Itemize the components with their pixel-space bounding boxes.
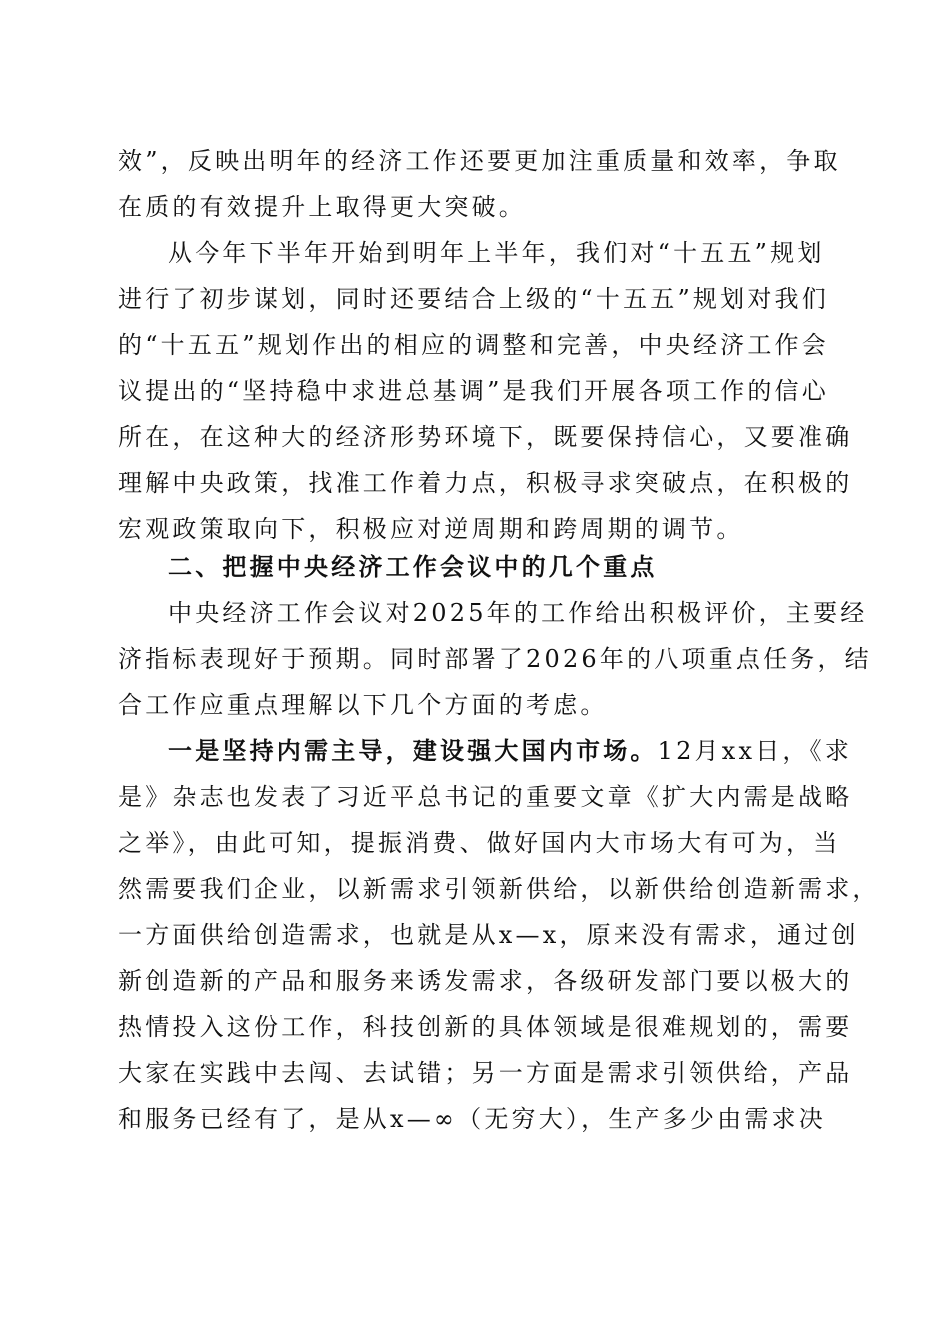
paragraph-line: 在质的有效提升上取得更大突破。	[118, 193, 526, 221]
paragraph-line: 所在，在这种大的经济形势环境下，既要保持信心，又要准确	[118, 423, 853, 451]
paragraph-line: 宏观政策取向下，积极应对逆周期和跨周期的调节。	[118, 515, 744, 543]
paragraph-line: 议提出的“坚持稳中求进总基调”是我们开展各项工作的信心	[118, 377, 829, 405]
lead-continuation: 12月xx日，《求	[657, 737, 853, 765]
lead-phrase: 一是坚持内需主导，建设强大国内市场。	[168, 736, 658, 765]
paragraph-line: 是》杂志也发表了习近平总书记的重要文章《扩大内需是战略	[118, 783, 853, 811]
paragraph-line: 合工作应重点理解以下几个方面的考虑。	[118, 691, 608, 719]
paragraph-line: 之举》，由此可知，提振消费、做好国内大市场大有可为，当	[118, 829, 841, 857]
paragraph-line: 效”，反映出明年的经济工作还要更加注重质量和效率，争取	[118, 147, 841, 175]
paragraph-line	[168, 733, 853, 769]
paragraph-line: 大家在实践中去闯、去试错；另一方面是需求引领供给，产品	[118, 1059, 853, 1087]
section-heading: 二、把握中央经济工作会议中的几个重点	[168, 552, 658, 581]
paragraph-line: 理解中央政策，找准工作着力点，积极寻求突破点，在积极的	[118, 469, 853, 497]
paragraph-line: 新创造新的产品和服务来诱发需求，各级研发部门要以极大的	[118, 967, 853, 995]
paragraph-line: 中央经济工作会议对2025年的工作给出积极评价，主要经	[168, 599, 868, 627]
paragraph-line: 一方面供给创造需求，也就是从x—x，原来没有需求，通过创	[118, 921, 859, 949]
paragraph-line: 济指标表现好于预期。同时部署了2026年的八项重点任务，结	[118, 645, 872, 673]
paragraph-line: 的“十五五”规划作出的相应的调整和完善，中央经济工作会	[118, 331, 829, 359]
paragraph-line: 进行了初步谋划，同时还要结合上级的“十五五”规划对我们	[118, 285, 829, 313]
paragraph-line: 然需要我们企业，以新需求引领新供给，以新供给创造新需求，	[118, 875, 880, 903]
paragraph-line: 和服务已经有了，是从x—∞（无穷大），生产多少由需求决	[118, 1105, 826, 1133]
paragraph-line: 从今年下半年开始到明年上半年，我们对“十五五”规划	[168, 239, 825, 267]
paragraph-line: 热情投入这份工作，科技创新的具体领域是很难规划的，需要	[118, 1013, 853, 1041]
